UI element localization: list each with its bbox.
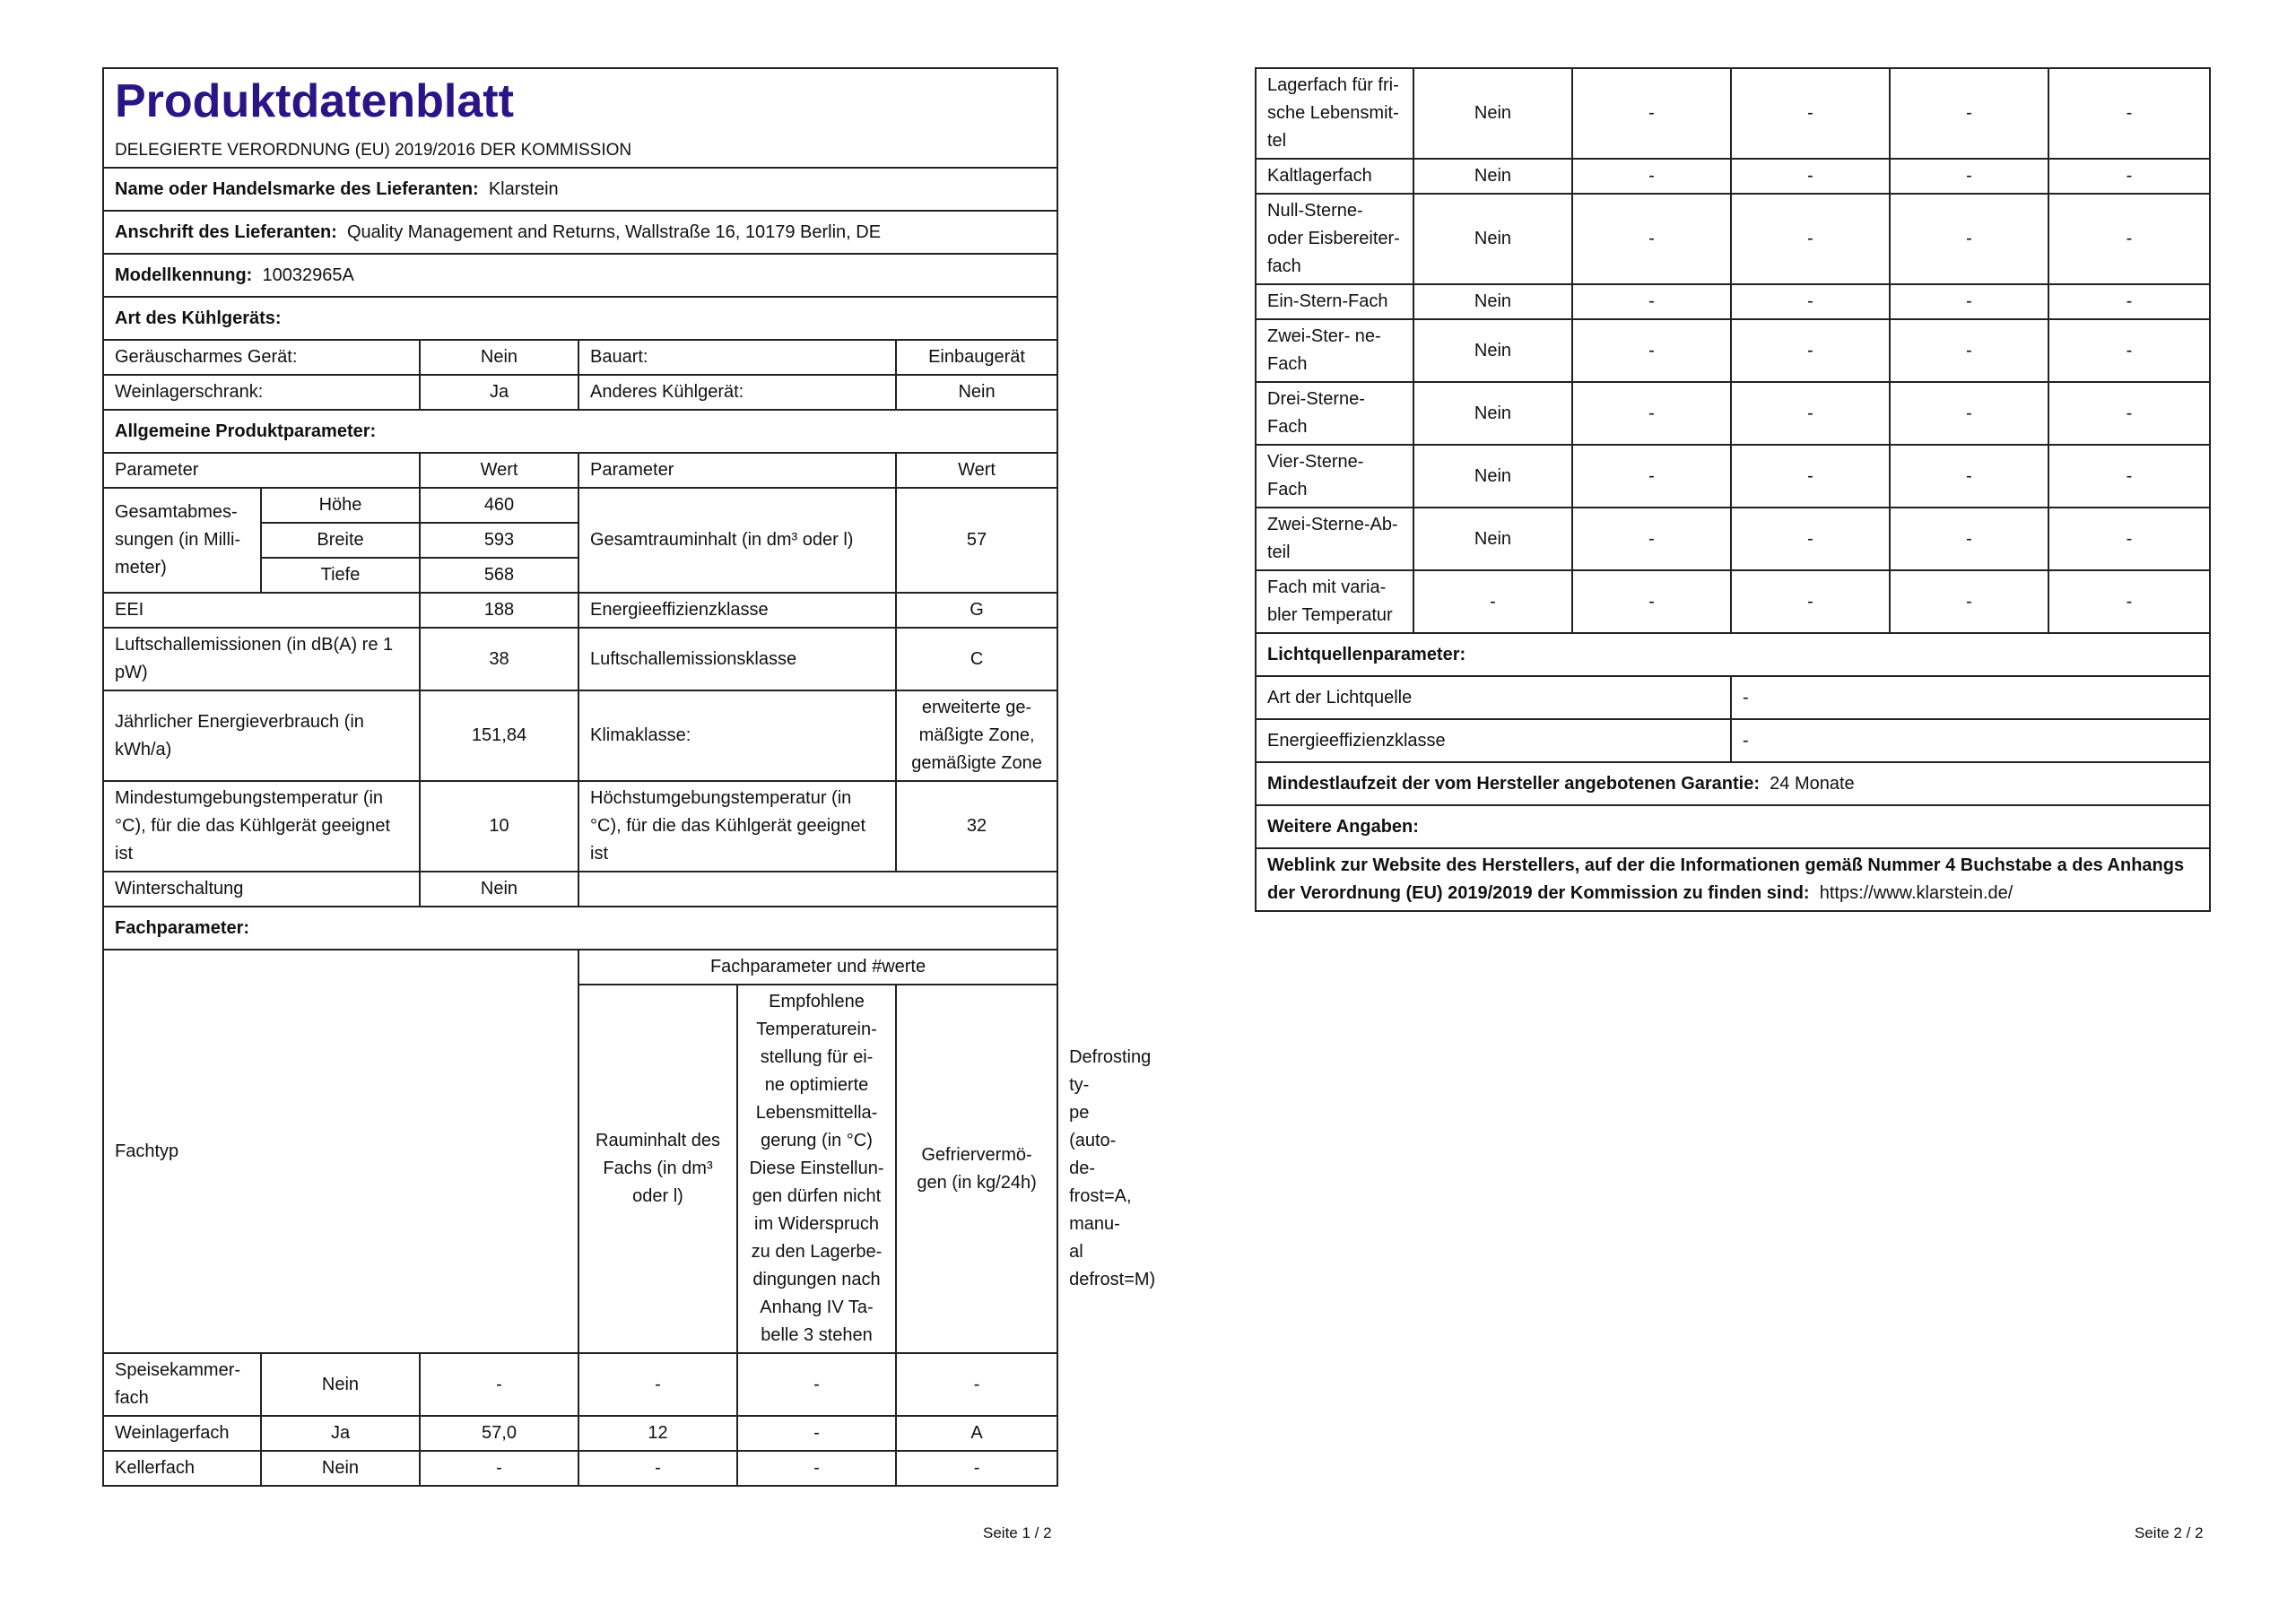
dimensions-label: Gesamtabmes- sungen (in Milli- meter)	[103, 488, 261, 593]
compartment-present: Nein	[1413, 194, 1572, 284]
pantry-freeze: -	[737, 1353, 896, 1416]
compartment-present: Nein	[1413, 284, 1572, 319]
compartment-name: Drei-Sterne-Fach	[1256, 382, 1413, 445]
warranty-row	[1256, 762, 2210, 805]
compartment-freeze: -	[1890, 445, 2048, 508]
compartment-temp: -	[1731, 319, 1890, 382]
regulation-subtitle: DELEGIERTE VERORDNUNG (EU) 2019/2016 DER KOMMISSION	[115, 141, 632, 160]
pantry-volume: -	[420, 1353, 578, 1416]
supplier-address-label: Anschrift des Lieferanten:	[115, 221, 337, 242]
general-section-heading: Allgemeine Produktparameter:	[103, 410, 1057, 453]
compartment-volume: -	[1572, 570, 1731, 633]
cellar-name: Kellerfach	[103, 1451, 261, 1486]
depth-label: Tiefe	[261, 558, 420, 593]
value-column-header: Wert	[420, 453, 578, 488]
compartment-freeze-header: Gefriervermö- gen (in kg/24h)	[896, 985, 1057, 1353]
compartment-row	[1256, 159, 2210, 194]
total-volume-value: 57	[896, 488, 1057, 593]
compartment-present: Nein	[1413, 159, 1572, 194]
compartment-temp: -	[1731, 445, 1890, 508]
design-label: Bauart:	[578, 340, 896, 375]
compartment-row	[1256, 508, 2210, 570]
winter-setting-label: Winterschaltung	[103, 872, 420, 907]
weblink-label: Weblink zur Website des Herstellers, auf der die Informationen gemäß Nummer 4 Buchstabe a des Anhangs der Verordnung (EU) 2019/2019 der Kommission zu finden sind:	[1267, 855, 2185, 903]
compartment-name: Kaltlagerfach	[1256, 159, 1413, 194]
weblink-row	[1256, 848, 2210, 911]
cellar-temp: -	[578, 1451, 737, 1486]
max-ambient-temp-label: Höchstumgebungstemperatur (in °C), für die das Kühlgerät geeignet ist	[578, 781, 896, 872]
compartment-temp: -	[1731, 284, 1890, 319]
noise-emission-label: Luftschallemissionen (in dB(A) re 1 pW)	[103, 628, 420, 690]
compartment-freeze: -	[1890, 159, 2048, 194]
min-ambient-temp-value: 10	[420, 781, 578, 872]
depth-value: 568	[420, 558, 578, 593]
low-noise-value: Nein	[420, 340, 578, 375]
further-info-heading: Weitere Angaben:	[1256, 805, 2210, 848]
supplier-name-value: Klarstein	[488, 178, 559, 199]
model-label: Modellkennung:	[115, 265, 253, 285]
height-label: Höhe	[261, 488, 420, 523]
cellar-freeze: -	[737, 1451, 896, 1486]
datasheet-page-1: Produktdatenblatt DELEGIERTE VERORDNUNG (EU) 2019/2016 DER KOMMISSION Name oder Handelsmarke des Lieferanten: Klarstein Anschrift des Lieferanten: Quality Management and Returns, Wallstraße 16, 10179 Berlin, DE Modellkennung: 10032965A Art des Kühlgeräts: Geräuscharmes Gerät: Nein Bauart: Einbaugerät Weinlagerschrank: Ja Anderes Kühlgerät: Nein Allgemeine Produktparameter: Parameter Wert Parameter Wert Gesamtabmes- sungen (in Milli- meter) Höhe 460 Gesamtrauminhalt (in dm³ oder l) 57 Breite 593 Tiefe 568 EEI 188 Energieeffizienzklasse G Luftschallemissionen (in dB(A) re 1 pW) 38 Luftschallemissionsklasse C Jährlicher Energieverbrauch (in kWh/a) 151,84 Klimaklasse: erweiterte ge- mäßigte Zone, gemäßigte Zone Mindestumgebungstemperatur (in °C), für die das Kühlgerät geeignet ist 10 Höchstumgebungstemperatur (in °C), für die das Kühlgerät geeignet ist 32 Winterschaltung Nein Fachparameter: Fachtyp Fachparameter und #werte Rauminhalt des Fachs (in dm³ oder l) Empfohlene Temperaturein- stellung für ei- ne optimierte Lebensmittella- gerung (in °C) Diese Einstellun- gen dürfen nicht im Widerspruch zu den Lagerbe- dingungen nach Anhang IV Ta- belle 3 stehen Gefriervermö- gen (in kg/24h) Defrosting ty- pe (auto-de- frost=A, manu- al defrost=M) Speisekammer- fach Nein - - - - Weinlagerfach Ja 57,0 12 - A Kellerfach Nein - - - -	[102, 67, 1058, 1487]
eei-value: 188	[420, 593, 578, 628]
light-energy-class-label: Energieeffizienzklasse	[1256, 719, 1731, 762]
light-section-heading: Lichtquellenparameter:	[1256, 633, 2210, 676]
compartment-defrost: -	[2048, 570, 2210, 633]
compartment-volume: -	[1572, 508, 1731, 570]
compartment-freeze: -	[1890, 194, 2048, 284]
compartment-group-header: Fachparameter und #werte	[578, 950, 1057, 985]
cellar-present: Nein	[261, 1451, 420, 1486]
supplier-address-row	[103, 211, 1057, 254]
winter-setting-value: Nein	[420, 872, 578, 907]
model-row	[103, 254, 1057, 297]
compartment-name: Null-Sterne- oder Eisbereiter- fach	[1256, 194, 1413, 284]
wine-storage-temp: 12	[578, 1416, 737, 1451]
wine-storage-name: Weinlagerfach	[103, 1416, 261, 1451]
warranty-value: 24 Monate	[1770, 773, 1855, 794]
wine-storage-volume: 57,0	[420, 1416, 578, 1451]
compartment-defrost: -	[2048, 68, 2210, 159]
compartment-freeze: -	[1890, 68, 2048, 159]
compartment-volume: -	[1572, 284, 1731, 319]
compartment-present: Nein	[1413, 68, 1572, 159]
compartment-volume: -	[1572, 445, 1731, 508]
compartment-temp: -	[1731, 508, 1890, 570]
param-column-header-2: Parameter	[578, 453, 896, 488]
compartment-row	[1256, 445, 2210, 508]
annual-energy-value: 151,84	[420, 690, 578, 781]
noise-class-value: C	[896, 628, 1057, 690]
compartment-name: Ein-Stern-Fach	[1256, 284, 1413, 319]
compartment-present: Nein	[1413, 382, 1572, 445]
total-volume-label: Gesamtrauminhalt (in dm³ oder l)	[578, 488, 896, 593]
compartment-freeze: -	[1890, 382, 2048, 445]
compartment-defrost: -	[2048, 159, 2210, 194]
compartment-present: -	[1413, 570, 1572, 633]
title-cell	[103, 68, 1057, 168]
compartment-volume: -	[1572, 382, 1731, 445]
supplier-name-row	[103, 168, 1057, 211]
model-value: 10032965A	[262, 265, 354, 285]
energy-class-value: G	[896, 593, 1057, 628]
page-title: Produktdatenblatt	[115, 75, 514, 127]
compartment-defrost: -	[2048, 382, 2210, 445]
climate-class-label: Klimaklasse:	[578, 690, 896, 781]
compartment-temp: -	[1731, 570, 1890, 633]
compartment-volume: -	[1572, 319, 1731, 382]
compartment-defrost: -	[2048, 445, 2210, 508]
design-value: Einbaugerät	[896, 340, 1057, 375]
value-column-header-2: Wert	[896, 453, 1057, 488]
wine-storage-freeze: -	[737, 1416, 896, 1451]
wine-storage-present: Ja	[261, 1416, 420, 1451]
width-value: 593	[420, 523, 578, 558]
warranty-label: Mindestlaufzeit der vom Hersteller angebotenen Garantie:	[1267, 773, 1761, 794]
compartment-present: Nein	[1413, 445, 1572, 508]
compartment-temp-header: Empfohlene Temperaturein- stellung für ei- ne optimierte Lebensmittella- gerung (in °C) Diese Einstellun- gen dürfen nicht im Widerspruch zu den Lagerbe- dingungen nach Anhang IV Ta- belle 3 stehen	[737, 985, 896, 1353]
compartment-defrost: -	[2048, 508, 2210, 570]
pantry-present: Nein	[261, 1353, 420, 1416]
compartment-name: Zwei-Ster- ne-Fach	[1256, 319, 1413, 382]
compartment-freeze: -	[1890, 319, 2048, 382]
noise-class-label: Luftschallemissionsklasse	[578, 628, 896, 690]
compartment-volume: -	[1572, 68, 1731, 159]
compartment-section-heading: Fachparameter:	[103, 907, 1057, 950]
compartment-name: Vier-Sterne-Fach	[1256, 445, 1413, 508]
compartment-temp: -	[1731, 382, 1890, 445]
compartment-defrost: -	[2048, 284, 2210, 319]
compartment-defrost: -	[2048, 194, 2210, 284]
height-value: 460	[420, 488, 578, 523]
annual-energy-label: Jährlicher Energieverbrauch (in kWh/a)	[103, 690, 420, 781]
pantry-temp: -	[578, 1353, 737, 1416]
compartment-name: Fach mit varia- bler Temperatur	[1256, 570, 1413, 633]
pantry-name: Speisekammer- fach	[103, 1353, 261, 1416]
eei-label: EEI	[103, 593, 420, 628]
compartment-row	[1256, 382, 2210, 445]
cellar-defrost: -	[896, 1451, 1057, 1486]
compartment-present: Nein	[1413, 319, 1572, 382]
max-ambient-temp-value: 32	[896, 781, 1057, 872]
other-appliance-value: Nein	[896, 375, 1057, 410]
cellar-volume: -	[420, 1451, 578, 1486]
compartment-row	[1256, 570, 2210, 633]
weblink-url[interactable]: https://www.klarstein.de/	[1819, 883, 2013, 903]
light-source-type-label: Art der Lichtquelle	[1256, 676, 1731, 719]
compartment-name: Zwei-Sterne-Ab- teil	[1256, 508, 1413, 570]
compartment-freeze: -	[1890, 284, 2048, 319]
supplier-address-value: Quality Management and Returns, Wallstraße 16, 10179 Berlin, DE	[346, 221, 882, 242]
page-number-2: Seite 2 / 2	[2135, 1524, 2204, 1541]
supplier-name-label: Name oder Handelsmarke des Lieferanten:	[115, 178, 479, 199]
compartment-freeze: -	[1890, 570, 2048, 633]
wine-cabinet-label: Weinlagerschrank:	[103, 375, 420, 410]
noise-emission-value: 38	[420, 628, 578, 690]
min-ambient-temp-label: Mindestumgebungstemperatur (in °C), für die das Kühlgerät geeignet ist	[103, 781, 420, 872]
compartment-volume: -	[1572, 159, 1731, 194]
param-column-header: Parameter	[103, 453, 420, 488]
compartment-present: Nein	[1413, 508, 1572, 570]
wine-cabinet-value: Ja	[420, 375, 578, 410]
energy-class-label: Energieeffizienzklasse	[578, 593, 896, 628]
compartment-volume: -	[1572, 194, 1731, 284]
compartment-freeze: -	[1890, 508, 2048, 570]
light-energy-class-value: -	[1731, 719, 2210, 762]
compartment-row	[1256, 319, 2210, 382]
compartment-defrost: -	[2048, 319, 2210, 382]
other-appliance-label: Anderes Kühlgerät:	[578, 375, 896, 410]
pantry-defrost: -	[896, 1353, 1057, 1416]
type-section-heading: Art des Kühlgeräts:	[103, 297, 1057, 340]
width-label: Breite	[261, 523, 420, 558]
compartment-type-header: Fachtyp	[103, 950, 578, 1353]
compartment-row	[1256, 68, 2210, 159]
wine-storage-defrost: A	[896, 1416, 1057, 1451]
datasheet-page-2	[1255, 67, 2211, 912]
compartment-row	[1256, 194, 2210, 284]
compartment-temp: -	[1731, 159, 1890, 194]
low-noise-label: Geräuscharmes Gerät:	[103, 340, 420, 375]
climate-class-value: erweiterte ge- mäßigte Zone, gemäßigte Zone	[896, 690, 1057, 781]
compartment-row	[1256, 284, 2210, 319]
empty-cell	[578, 872, 1057, 907]
compartment-temp: -	[1731, 68, 1890, 159]
light-source-type-value: -	[1731, 676, 2210, 719]
compartment-name: Lagerfach für fri- sche Lebensmit- tel	[1256, 68, 1413, 159]
compartment-rows-continued	[1256, 68, 2210, 633]
page-number-1: Seite 1 / 2	[983, 1524, 1052, 1541]
compartment-volume-header: Rauminhalt des Fachs (in dm³ oder l)	[578, 985, 737, 1353]
compartment-temp: -	[1731, 194, 1890, 284]
